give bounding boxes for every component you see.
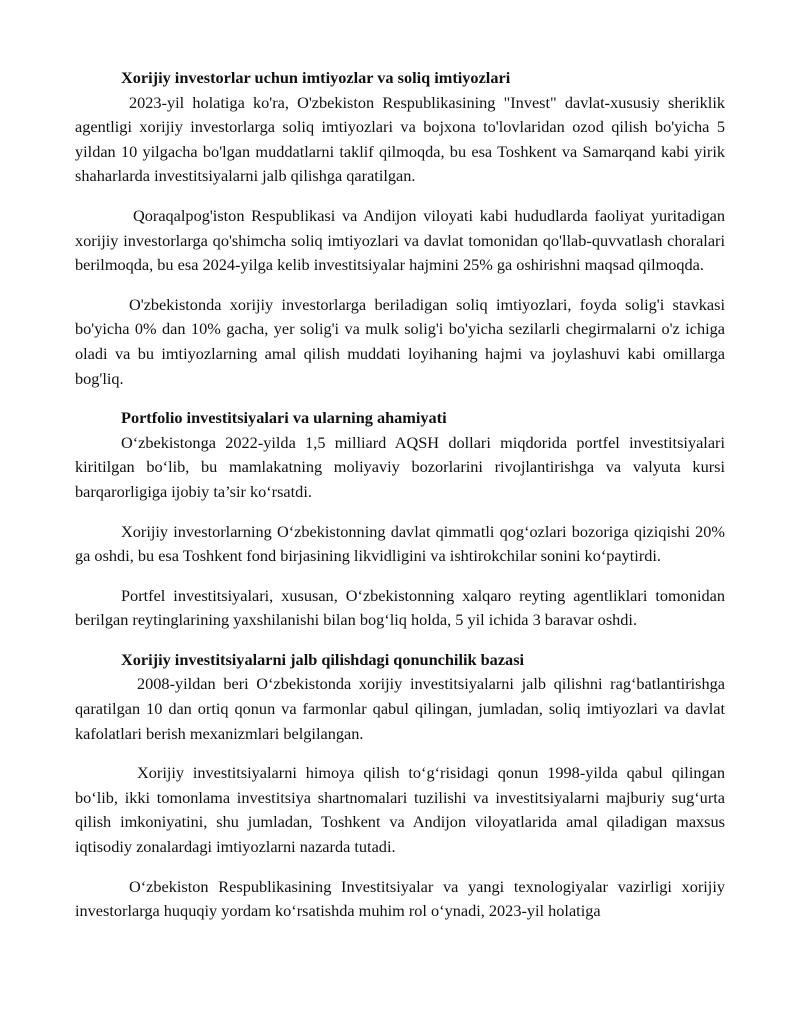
section-heading: Xorijiy investorlar uchun imtiyozlar va soliq imtiyozlari [121, 68, 511, 87]
section-legal-framework [75, 648, 725, 924]
paragraph: Portfel investitsiyalari, xususan, O‘zbekistonning xalqaro reyting agentliklari tomonidan berilgan reytinglarining yaxshilanishi bilan bog‘liq holda, 5 yil ichida 3 baravar oshdi. [75, 585, 725, 630]
section-tax-incentives [75, 66, 725, 391]
paragraph: Qoraqalpog'iston Respublikasi va Andijon viloyati kabi hududlarda faoliyat yuritadigan xorijiy investorlarga qo'shimcha soliq imtiyozlari va davlat tomonidan qo'llab-quvvatlash choralari berilmoqda, bu esa 2024-yilga kelib investitsiyalar hajmini 25% ga oshirishni maqsad qilmoqda. [75, 205, 725, 275]
document-page [75, 66, 725, 924]
paragraph: O'zbekistonda xorijiy investorlarga beriladigan soliq imtiyozlari, foyda solig'i stavkasi bo'yicha 0% dan 10% gacha, yer solig'i va mulk solig'i bo'yicha sezilarli chegirmalarni o'z ichiga oladi va bu imtiyozlarning amal qilish muddati loyihaning hajmi va joylashuvi kabi omillarga bog'liq. [75, 294, 725, 388]
paragraph: 2008-yildan beri O‘zbekistonda xorijiy investitsiyalarni jalb qilishni rag‘batlantirishga qaratilgan 10 dan ortiq qonun va farmonlar qabul qilingan, jumladan, soliq imtiyozlari va davlat kafolatlari berish mexanizmlari belgilangan. [75, 674, 725, 743]
section-heading: Xorijiy investitsiyalarni jalb qilishdagi qonunchilik bazasi [121, 649, 525, 669]
section-heading: Portfolio investitsiyalari va ularning ahamiyati [121, 408, 447, 428]
paragraph: 2023-yil holatiga ko'ra, O'zbekiston Respublikasining "Invest" davlat-xususiy sheriklik agentligi xorijiy investorlarga soliq imtiyozlari va bojxona to'lovlaridan ozod qilish bo'yicha 5 yildan 10 yilgacha bo'lgan muddatlarni taklif qilmoqda, bu esa Toshkent va Samarqand kabi yirik shaharlarda investitsiyalarni jalb qilishga qaratilgan. [75, 92, 725, 186]
paragraph: Xorijiy investitsiyalarni himoya qilish to‘g‘risidagi qonun 1998-yilda qabul qilingan bo‘lib, ikki tomonlama investitsiya shartnomalari tuzilishi va investitsiyalarni majburiy sug‘urta qilish imkoniyatini, shu jumladan, Toshkent va Andijon viloyatlarida amal qiladigan maxsus iqtisodiy zonalardagi imtiyozlarni nazarda tutadi. [75, 763, 725, 857]
paragraph: O‘zbekistonga 2022-yilda 1,5 milliard AQSH dollari miqdorida portfel investitsiyalari kiritilgan bo‘lib, bu mamlakatning moliyaviy bozorlarini rivojlantirishga va valyuta kursi barqarorligiga ijobiy ta’sir ko‘rsatdi. [75, 432, 725, 501]
paragraph: O‘zbekiston Respublikasining Investitsiyalar va yangi texnologiyalar vazirligi xorijiy investorlarga huquqiy yordam ko‘rsatishda muhim rol o‘ynadi, 2023-yil holatiga [75, 876, 725, 921]
section-portfolio-investments [75, 406, 725, 633]
paragraph: Xorijiy investorlarning O‘zbekistonning davlat qimmatli qog‘ozlari bozoriga qiziqishi 20% ga oshdi, bu esa Toshkent fond birjasining likvidligini va ishtirokchilar sonini ko‘paytirdi. [75, 521, 725, 566]
